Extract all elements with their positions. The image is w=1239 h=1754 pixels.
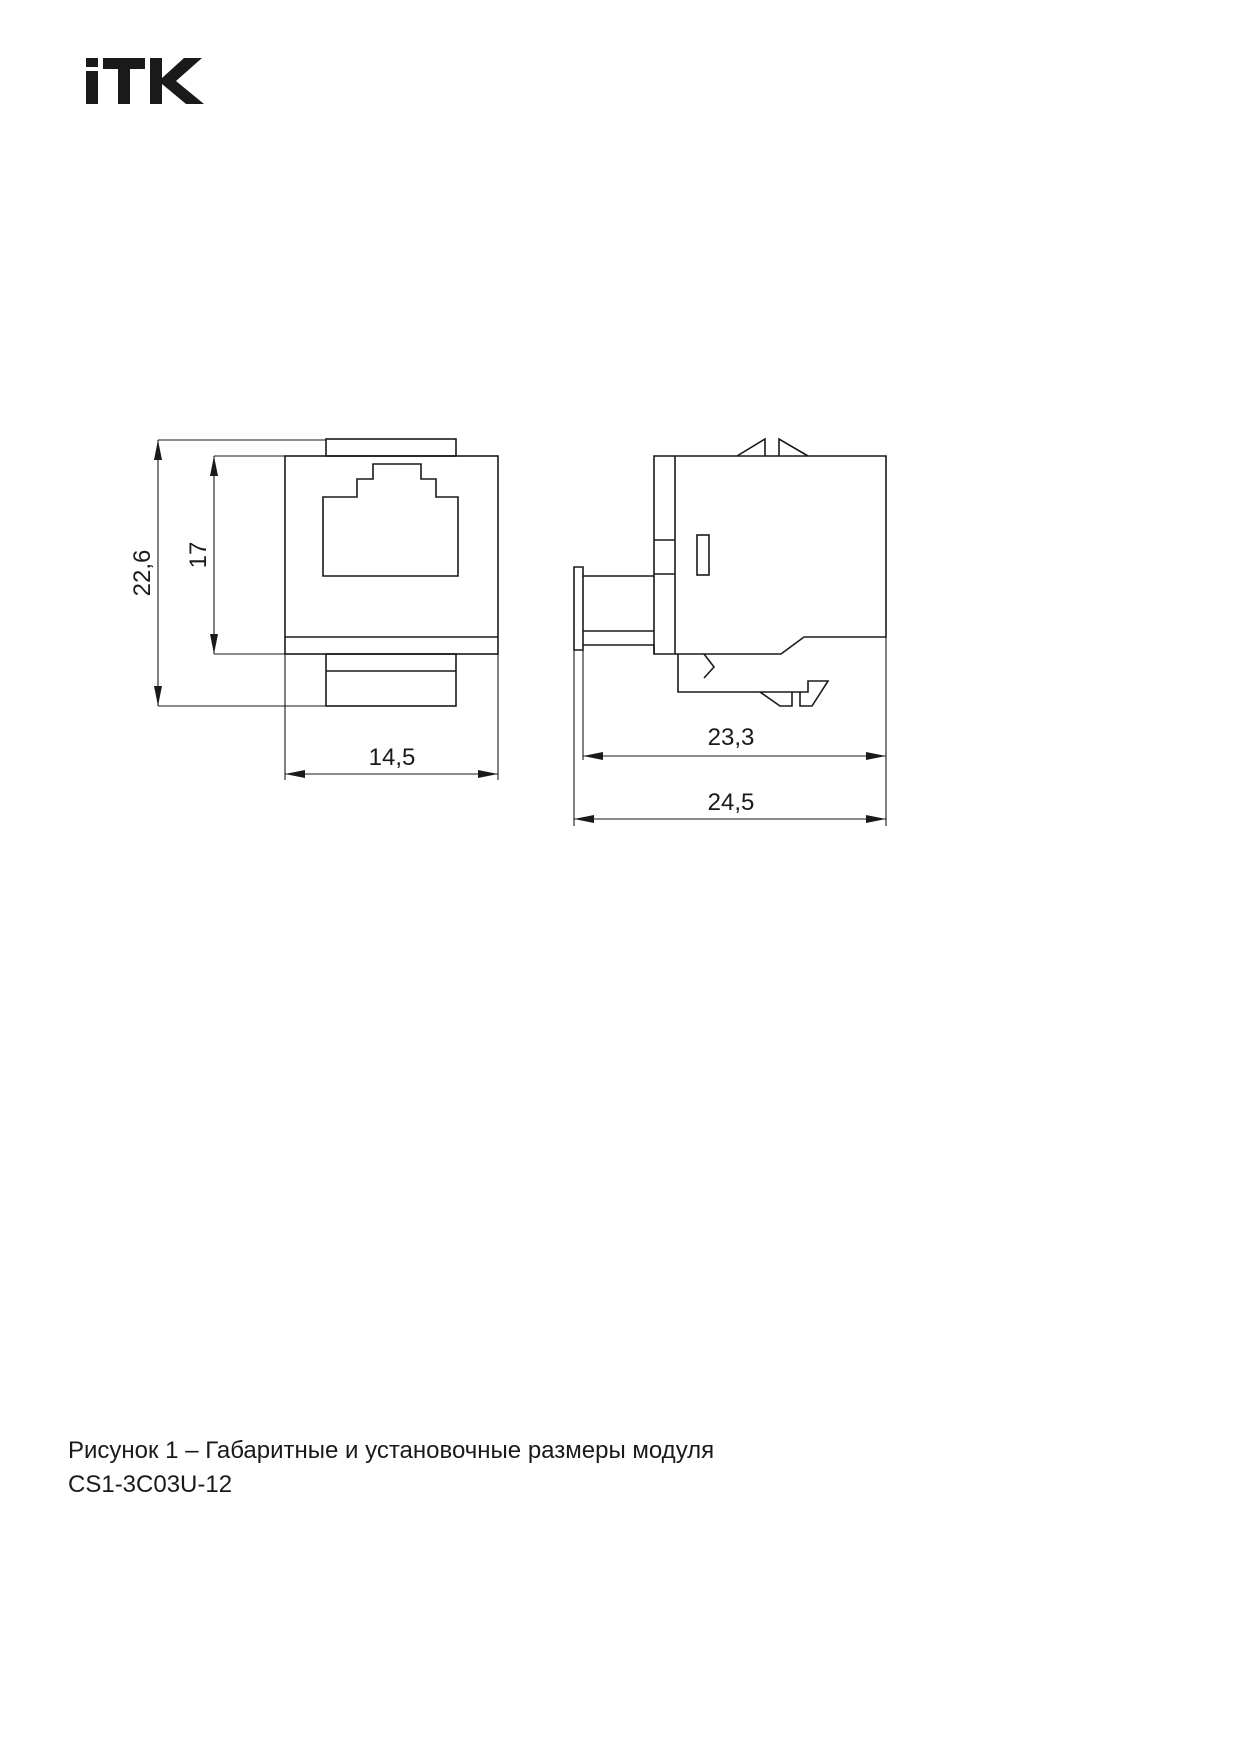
- dim-front-width: 14,5: [368, 744, 416, 771]
- figure-caption: [68, 1434, 714, 1502]
- side-body: [654, 456, 886, 654]
- dim-side-inner: 23,3: [707, 724, 755, 751]
- front-view: [285, 439, 498, 706]
- side-view: [574, 439, 886, 706]
- front-top-latch: [326, 439, 456, 456]
- dim-body-height: 17: [185, 541, 212, 569]
- rj45-port: [323, 464, 458, 576]
- front-body: [285, 456, 498, 654]
- caption-line-2: CS1-3C03U-12: [68, 1471, 233, 1498]
- dim-side-total: 24,5: [707, 789, 755, 816]
- caption-line-1: Рисунок 1 – Габаритные и установочные размеры модуля: [68, 1437, 715, 1464]
- side-window: [697, 535, 709, 575]
- front-bottom-latch: [326, 654, 456, 706]
- dim-total-height: 22,6: [129, 549, 156, 597]
